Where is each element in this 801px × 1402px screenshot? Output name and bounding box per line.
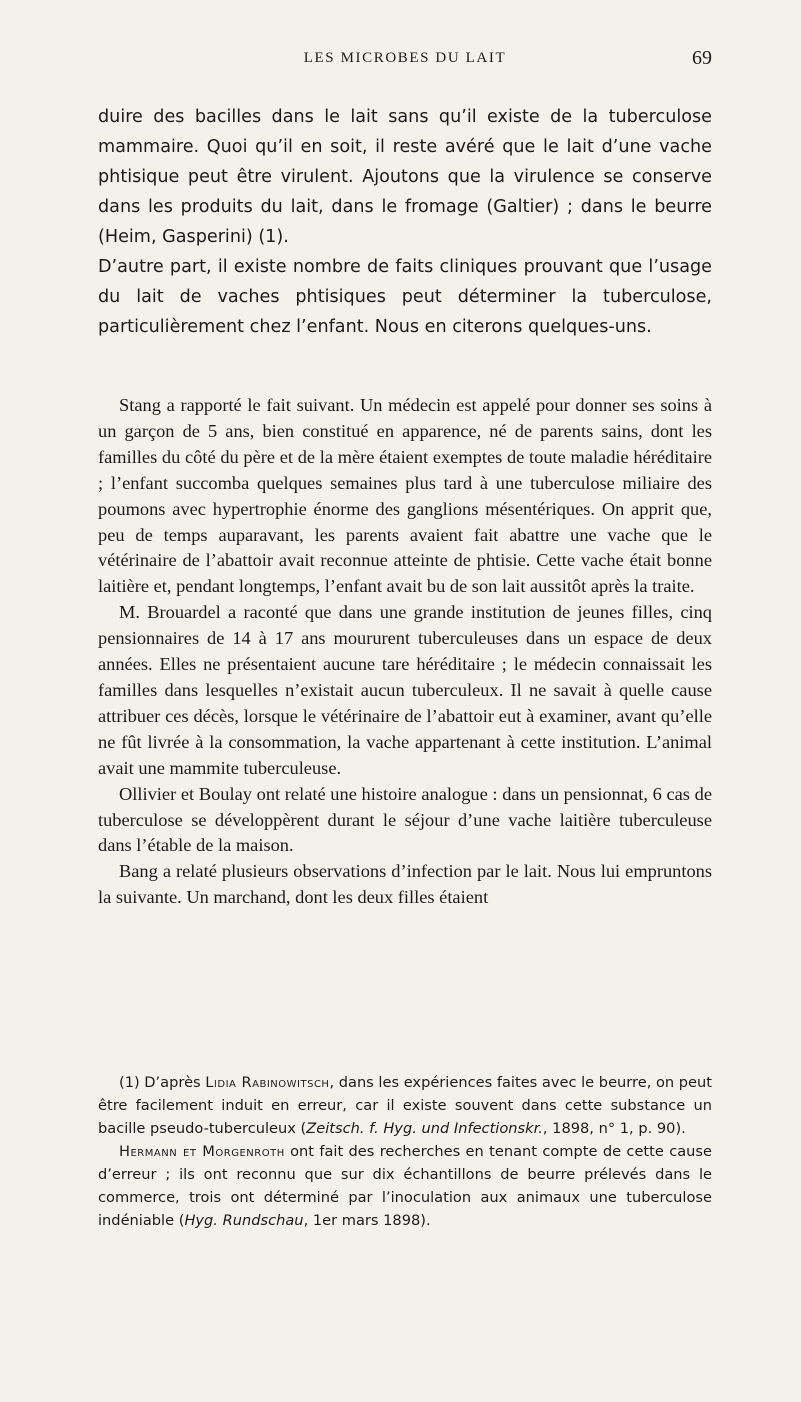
footnote-2-ref: , 1er mars 1898).	[303, 1212, 431, 1229]
main-paragraph-2: D’autre part, il existe nombre de faits cliniques prouvant que l’usage du lait de vaches phtisiques peut déterminer la tuberculose, particulièrement chez l’enfant. Nous en citerons quelques-uns.	[98, 257, 712, 337]
main-text-block	[98, 102, 712, 342]
footnote-2-journal: Hyg. Rundschau	[184, 1212, 304, 1229]
case-bang: Bang a relaté plusieurs observations d’infection par le lait. Nous lui empruntons la suivante. Un marchand, dont les deux filles étaient	[98, 861, 712, 908]
footnote-2	[98, 1140, 712, 1232]
footnote-1-journal: Zeitsch. f. Hyg. und Infectionskr.	[306, 1120, 543, 1137]
footnote-2-authors: Hermann et Morgenroth	[119, 1143, 285, 1160]
footnote-2-text: ont fait des recherches en tenant compte de cette cause d’erreur ; ils ont reconnu que sur dix échantillons de beurre prélevés dans le commerce, trois ont déterminé par l’inoculation aux animaux une tuberculose indéniable (	[98, 1143, 712, 1229]
page-header	[98, 47, 712, 74]
page-number: 69	[692, 47, 712, 69]
footnote-1	[98, 1071, 712, 1140]
footnote-1-ref: , 1898, n° 1, p. 90).	[542, 1120, 686, 1137]
running-title: LES MICROBES DU LAIT	[303, 50, 507, 66]
footnote-1-text: , dans les expériences faites avec le beurre, on peut être facilement induit en erreur, car il existe souvent dans cette substance un bacille pseudo-tuberculeux (	[98, 1074, 713, 1137]
case-reports-block	[98, 393, 712, 911]
footnotes	[98, 1071, 712, 1232]
footnote-1-author: Lidia Rabinowitsch	[205, 1074, 330, 1091]
case-stang: Stang a rapporté le fait suivant. Un médecin est appelé pour donner ses soins à un garçon de 5 ans, bien constitué en apparence, né de parents sains, dont les familles du côté du père et de la mère étaient exemptes de toute maladie héréditaire ; l’enfant succomba quelques semaines plus tard à une tuberculose miliaire des poumons avec hypertrophie énorme des ganglions mésentériques. On apprit que, peu de temps auparavant, les parents avaient fait abattre une vache que le vétérinaire de l’abattoir avait reconnue atteinte de phtisie. Cette vache était bonne laitière et, pendant longtemps, l’enfant avait bu de son lait aussitôt après la traite.	[98, 395, 712, 597]
footnote-1-prefix: (1) D’après	[119, 1074, 206, 1091]
case-brouardel: M. Brouardel a raconté que dans une grande institution de jeunes filles, cinq pensionnaires de 14 à 17 ans moururent tuberculeuses dans un espace de deux années. Elles ne présentaient aucune tare héréditaire ; le médecin connaissait les familles dans lesquelles n’existait aucun tuberculeux. Il ne savait à quelle cause attribuer ces décès, lorsque le vétérinaire de l’abattoir eut à examiner, avant qu’elle ne fût livrée à la consommation, la vache appartenant à cette institution. L’animal avait une mammite tuberculeuse.	[98, 602, 712, 778]
case-ollivier-boulay: Ollivier et Boulay ont relaté une histoire analogue : dans un pensionnat, 6 cas de tuberculose se développèrent durant le séjour d’une vache laitière tuberculeuse dans l’étable de la maison.	[98, 783, 712, 856]
main-paragraph-1: duire des bacilles dans le lait sans qu’il existe de la tuberculose mammaire. Quoi qu’il en soit, il reste avéré que le lait d’une vache phtisique peut être virulent. Ajoutons que la virulence se conserve dans les produits du lait, dans le fromage (Galtier) ; dans le beurre (Heim, Gasperini) (1).	[98, 107, 712, 247]
